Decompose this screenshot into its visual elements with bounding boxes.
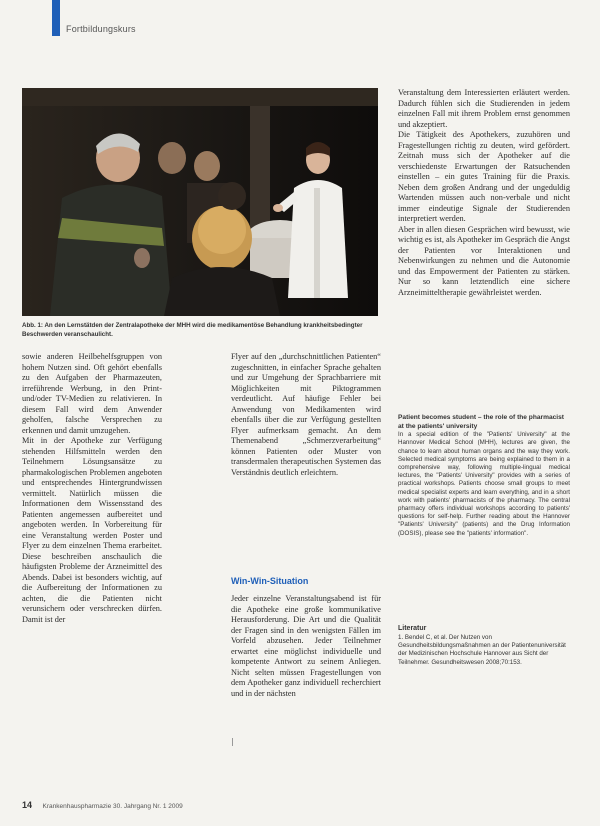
column-2 bbox=[231, 352, 381, 478]
column-1 bbox=[22, 352, 162, 625]
figure-caption: Abb. 1: An den Lernstätden der Zentralapotheke der MHH wird die medikamentöse Behandlung krankheitsbedingter Beschwerden veranschaulicht. bbox=[22, 322, 363, 338]
figure-photo bbox=[22, 88, 378, 316]
column-3-paragraph-2: Die Tätigkeit des Apothekers, zuzuhören und Fragestellungen richtig zu deuten, wird gefördert. Zeitnah muss sich der Apotheker auf die verschiedenste Erwartungen der Ratsuchenden einstellen – ein gutes Training für die Praxis. Neben dem großen Andrang und der ungeduldig Wartenden müssen auch non-verbale und nicht immer eindeutige Signale der Studierenden interpretiert werden. bbox=[398, 130, 570, 223]
literature-section bbox=[398, 625, 570, 667]
column-1-paragraph-1: sowie anderen Heilbehelfsgruppen von hohem Nutzen sind. Oft gehört ebenfalls zu den Aufgaben der Pharmazeuten, irreführende Werbung, in den Print- und/oder TV-Medien zu relativieren. In diesem Fall wird dem Anwender geholfen, falsche Versprechen zu erkennen und damit umzugehen. bbox=[22, 352, 162, 435]
column-1-paragraph-2: Mit in der Apotheke zur Verfügung stehenden Hilfsmitteln werden den Teilnehmern Lösungsansätze zu pharmakologischen Problemen angeboten und entsprechendes Hintergrundwissen vermittelt. Natürlich müssen die Informationen dem Wissensstand des Patienten angemessen aufbereitet und angeboten werden. In Vorbereitung für eine Veranstaltung werden Poster und Flyer zu dem einzelnen Thema erarbeitet. Diese beschreiben anschaulich die häufigsten Probleme der Arzneimittel des Abends. Dabei ist besonders wichtig, auf die Aufbereitung der Informationen zu achten, die die Patienten nicht verunsichern oder verschrecken dürfen. Damit ist der bbox=[22, 436, 162, 624]
page-footer bbox=[22, 800, 183, 810]
section-accent-bar bbox=[52, 0, 60, 36]
literature-title: Literatur bbox=[398, 625, 427, 632]
column-3-paragraph-3: Aber in allen diesen Gesprächen wird bewusst, wie wichtig es ist, als Apotheker im Gespräch die Angst der Patienten vor Interaktionen und Nebenwirkungen zu nehmen und die Autonomie und das Empowerment der Patienten zu stärken. Nur so kann letztendlich eine sichere Arzneimitteltherapie gewährleistet werden. bbox=[398, 224, 570, 297]
print-mark bbox=[232, 738, 233, 746]
section-subheading: Win-Win-Situation bbox=[231, 576, 309, 586]
section-label: Fortbildungskurs bbox=[66, 24, 136, 34]
page-number: 14 bbox=[22, 800, 33, 810]
column-2-paragraph-2: Jeder einzelne Veranstaltungsabend ist für die Apotheke eine große kommunikative Herausforderung. Die Art und die Qualität der Fragen sind in den wenigsten Fällen im Vorfeld abzusehen. Jeder Teilnehmer erwartet eine möglichst individuelle und kompetente Antwort zu seinem Anliegen. Nicht selten müssen Fragestellungen von dem Apotheker ganz individuell recherchiert und in der nächsten bbox=[231, 594, 381, 698]
english-summary bbox=[398, 414, 570, 538]
column-2-paragraph-1: Flyer auf den „durchschnittlichen Patienten“ zugeschnitten, in einfacher Sprache gehalten und zur Umgehung der Sprachbarriere mit Möglichkeiten mit Piktogrammen verdeutlicht. Auf häufige Fehler bei Anwendung von Medikamenten wird ebenfalls über die zur Verfügung gestellten Flyer aufmerksam gemacht. An dem Themenabend „Schmerzverarbeitung“ können Patienten oder Muster von transdermalen therapeutischen Systemen das Verständnis deutlich erleichtern. bbox=[231, 352, 381, 477]
literature-item: 1. Bendel C, et al. Der Nutzen von Gesundheitsbildungsmaßnahmen an der Patientenuniversität der Medizinischen Hochschule Hannover aus Sicht der Teilnehmer. Gesundheitswesen 2008;70:153. bbox=[398, 634, 566, 666]
photo-illustration bbox=[22, 88, 378, 316]
journal-source: Krankenhauspharmazie 30. Jahrgang Nr. 1 2009 bbox=[42, 803, 183, 810]
column-3-paragraph-1: Veranstaltung dem Interessierten erläutert werden. Dadurch fühlen sich die Studierenden in jedem einzelnen Fall mit ihrem Problem ernst genommen und akzeptiert. bbox=[398, 88, 570, 129]
column-3 bbox=[398, 88, 570, 298]
english-summary-text: In a special edition of the "Patients' University" at the Hannover Medical School (MHH), lectures are given, the chance to learn about human organs and the way they work. Selected medical symptoms are being explained to them in a comprehensive way, following multiple-lingual medical lectures, the "Patients' University" provides with a series of practical workshops. Patients choose small groups to meet medical specialist experts and learn everything, and in a short work with patients' pharmacists of the pharmacy. The central pharmacy offers individual workshops according to patients' questions for self-help. Further reading about the Hannover "Patients' University" (patients) and the Drug Information (DOSIS), please see the "patients' information". bbox=[398, 431, 570, 537]
english-summary-title: Patient becomes student – the role of the pharmacist at the patients' university bbox=[398, 414, 564, 430]
